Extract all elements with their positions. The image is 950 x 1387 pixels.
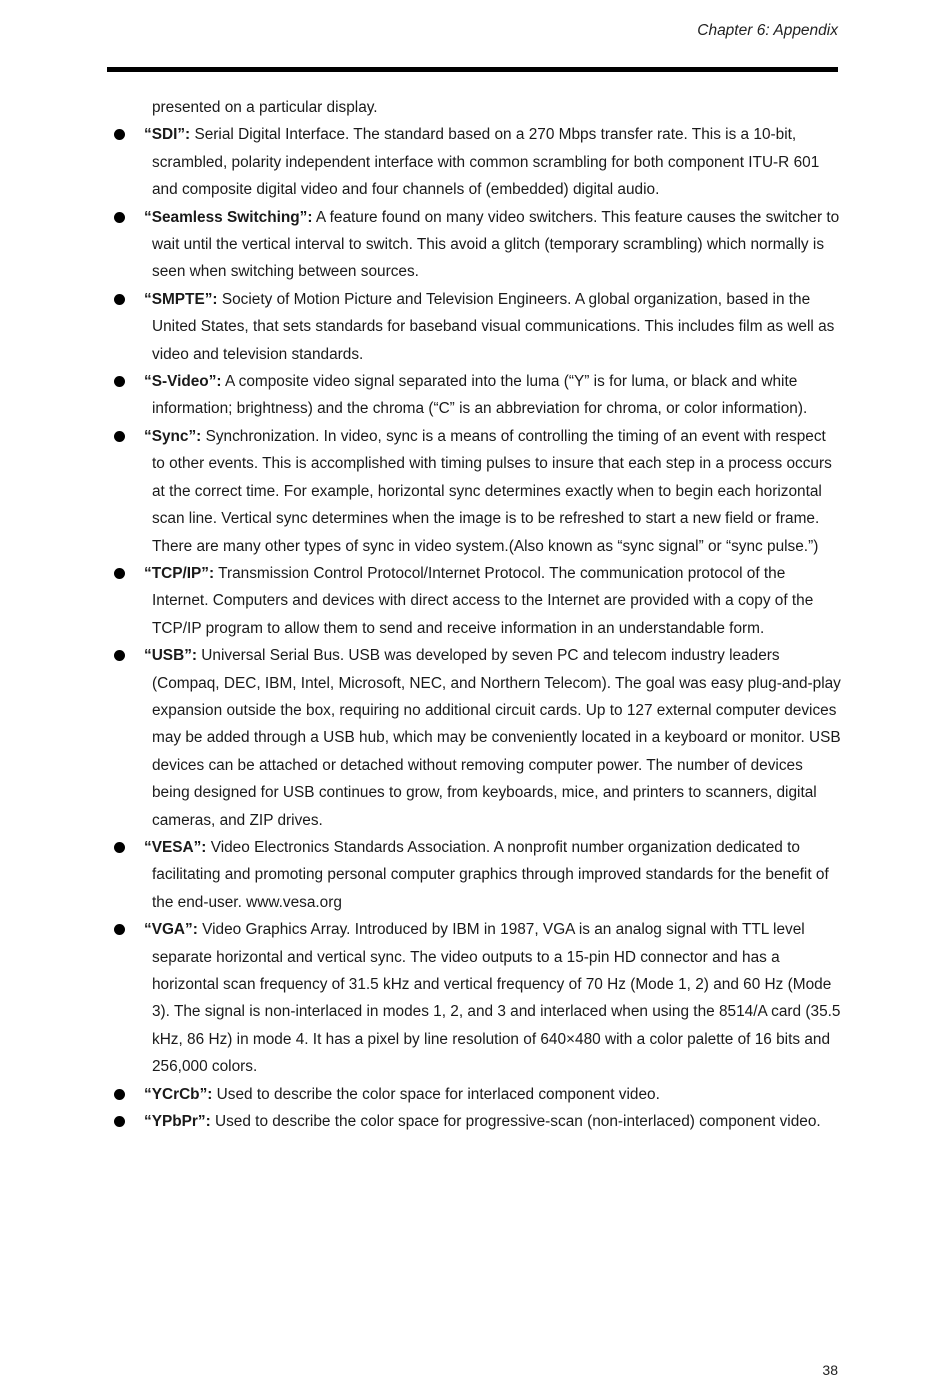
bullet-icon bbox=[114, 650, 125, 661]
bullet-icon bbox=[114, 294, 125, 305]
bullet-icon bbox=[114, 376, 125, 387]
bullet-icon bbox=[114, 568, 125, 579]
glossary-item-usb bbox=[114, 642, 842, 834]
continuation-text: presented on a particular display. bbox=[152, 99, 378, 116]
glossary-item-sdi bbox=[114, 121, 842, 203]
glossary-item-vga bbox=[114, 916, 842, 1080]
glossary-item-ypbpr bbox=[114, 1108, 842, 1135]
glossary-term: “Sync”: bbox=[144, 427, 202, 445]
bullet-icon bbox=[114, 1116, 125, 1127]
glossary-item-s-video bbox=[114, 368, 842, 423]
glossary-definition: A composite video signal separated into the luma (“Y” is for luma, or black and white information; brightness) and the chroma (“C” is an abbreviation for chroma, or color information). bbox=[152, 373, 808, 418]
bullet-icon bbox=[114, 431, 125, 442]
glossary-definition: Transmission Control Protocol/Internet Protocol. The communication protocol of the Internet. Computers and devices with direct access to the Internet are provided with a copy of the TCP/IP program to allow them to send and receive information in an understandable form. bbox=[152, 564, 814, 637]
glossary-term: “VESA”: bbox=[144, 838, 207, 856]
glossary-definition: A feature found on many video switchers. This feature causes the switcher to wait until the vertical interval to switch. This avoid a glitch (temporary scrambling) which normally is seen when switching between sources. bbox=[152, 208, 840, 281]
glossary-term: “SMPTE”: bbox=[144, 290, 218, 308]
glossary-list bbox=[114, 121, 842, 1135]
page-number: 38 bbox=[822, 1362, 838, 1378]
header-rule bbox=[107, 67, 838, 72]
glossary-term: “YCrCb”: bbox=[144, 1085, 213, 1103]
glossary-item-smpte bbox=[114, 286, 842, 368]
glossary-definition: Video Electronics Standards Association. A nonprofit number organization dedicated to facilitating and promoting personal computer graphics through improved standards for the benefit of the end-user. www.vesa.org bbox=[152, 838, 829, 911]
glossary-term: “S-Video”: bbox=[144, 373, 222, 391]
bullet-icon bbox=[114, 129, 125, 140]
glossary-definition: Video Graphics Array. Introduced by IBM in 1987, VGA is an analog signal with TTL level separate horizontal and vertical sync. The video outputs to a 15-pin HD connector and has a horizontal scan frequency of 31.5 kHz and vertical frequency of 70 Hz (Mode 1, 2) and 60 Hz (Mode 3). The signal is non-interlaced in modes 1, 2, and 3 and interlaced when using the 8514/A card (35.5 kHz, 86 Hz) in mode 4. It has a pixel by line resolution of 640×480 with a color palette of 16 bits and 256,000 colors. bbox=[152, 921, 841, 1076]
glossary-item-tcp-ip bbox=[114, 560, 842, 642]
glossary-term: “Seamless Switching”: bbox=[144, 208, 313, 226]
glossary-item-sync bbox=[114, 423, 842, 560]
glossary-definition: Used to describe the color space for progressive-scan (non-interlaced) component video. bbox=[210, 1113, 821, 1131]
glossary-definition: Society of Motion Picture and Television Engineers. A global organization, based in the United States, that sets standards for baseband visual communications. This includes film as well as video and television standards. bbox=[152, 290, 835, 363]
glossary-term: “YPbPr”: bbox=[144, 1113, 211, 1131]
glossary-definition: Serial Digital Interface. The standard based on a 270 Mbps transfer rate. This is a 10-bit, scrambled, polarity independent interface with common scrambling for both component ITU-R 601 and composite digital video and four channels of (embedded) digital audio. bbox=[152, 126, 820, 199]
bullet-icon bbox=[114, 1089, 125, 1100]
glossary-term: “TCP/IP”: bbox=[144, 564, 215, 582]
glossary-term: “SDI”: bbox=[144, 126, 191, 144]
glossary-term: “USB”: bbox=[144, 647, 198, 665]
bullet-icon bbox=[114, 212, 125, 223]
bullet-icon bbox=[114, 924, 125, 935]
glossary-content bbox=[114, 94, 842, 1135]
glossary-definition: Universal Serial Bus. USB was developed by seven PC and telecom industry leaders (Compaq, DEC, IBM, Intel, Microsoft, NEC, and Northern Telecom). The goal was easy plug-and-play expansion outside the box, requiring no additional circuit cards. Up to 127 external computer devices may be added through a USB hub, which may be conveniently located in a keyboard or monitor. USB devices can be attached or detached without removing computer power. The number of devices being designed for USB continues to grow, from keyboards, mice, and printers to scanners, digital cameras, and ZIP drives. bbox=[152, 647, 841, 829]
bullet-icon bbox=[114, 842, 125, 853]
chapter-header: Chapter 6: Appendix bbox=[697, 22, 838, 39]
glossary-term: “VGA”: bbox=[144, 921, 198, 939]
glossary-item-ycrcb bbox=[114, 1081, 842, 1108]
glossary-item-vesa bbox=[114, 834, 842, 916]
glossary-definition: Synchronization. In video, sync is a means of controlling the timing of an event with respect to other events. This is accomplished with timing pulses to insure that each step in a process occurs at the correct time. For example, horizontal sync determines exactly when to begin each horizontal scan line. Vertical sync determines when the image is to be refreshed to start a new field or frame. There are many other types of sync in video system.(Also known as “sync signal” or “sync pulse.”) bbox=[152, 427, 832, 555]
glossary-definition: Used to describe the color space for interlaced component video. bbox=[212, 1085, 660, 1103]
glossary-item-seamless-switching bbox=[114, 204, 842, 286]
